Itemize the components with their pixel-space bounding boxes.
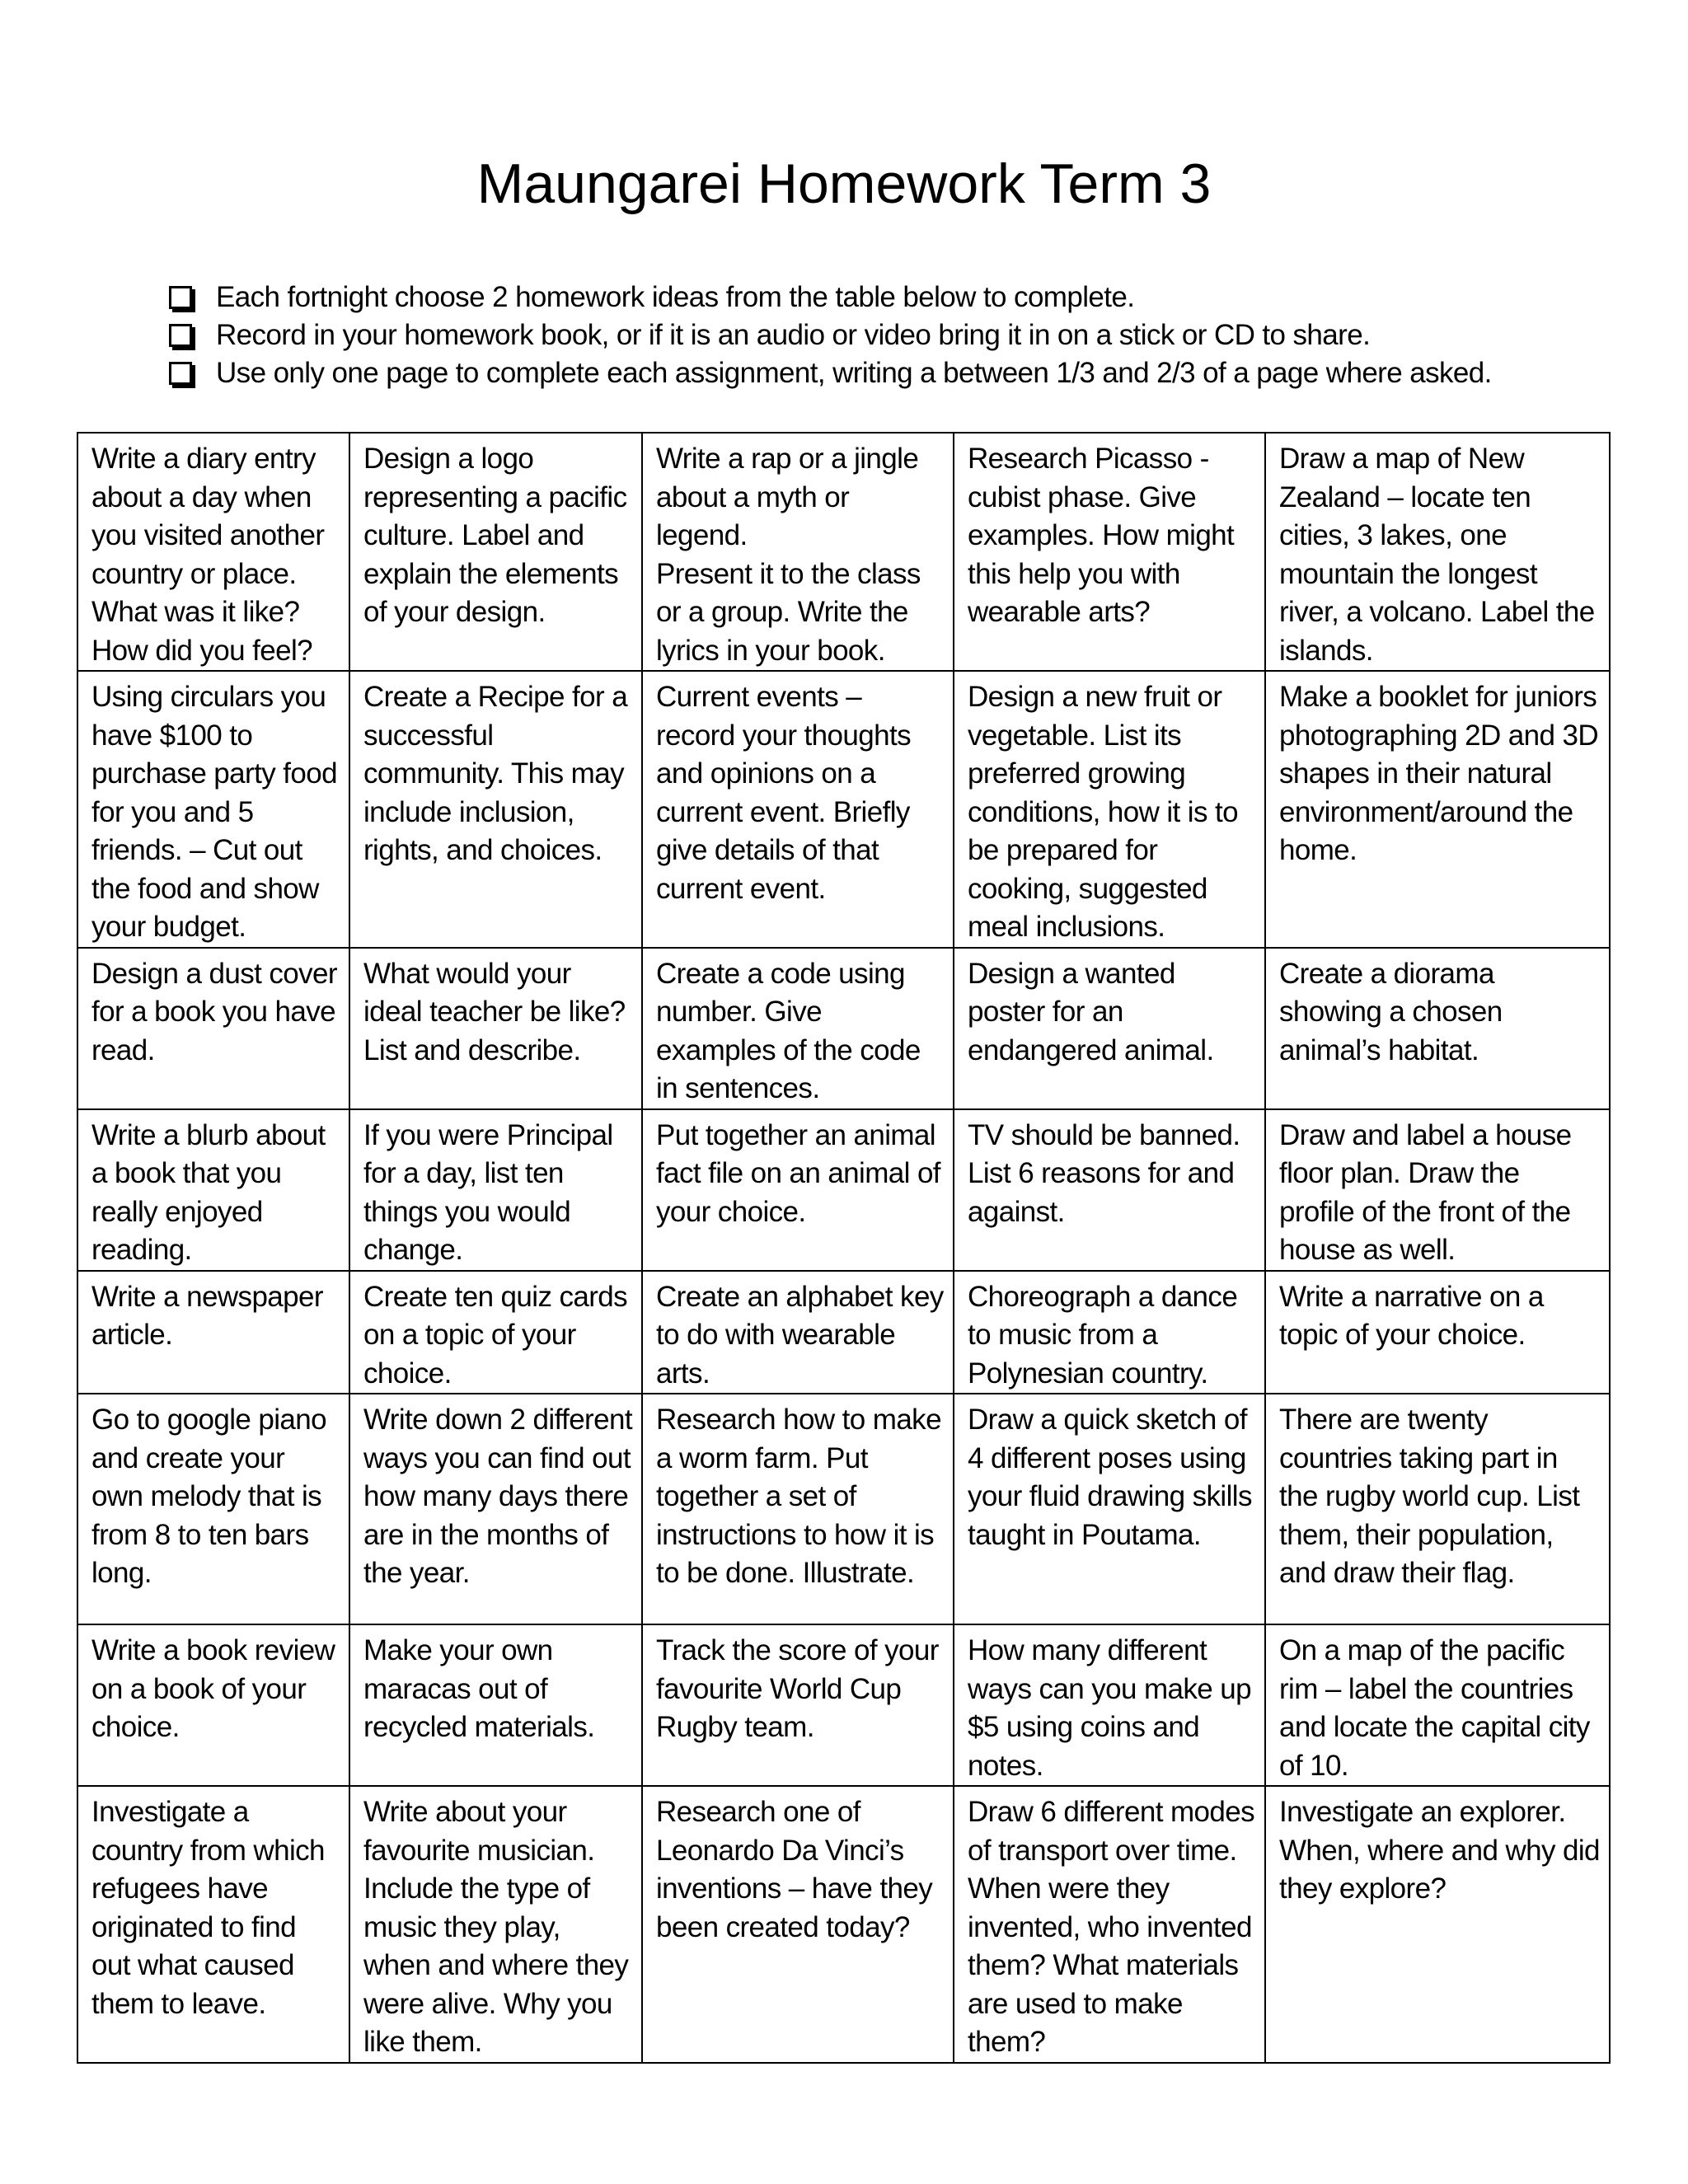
instruction-text: Record in your homework book, or if it is an audio or video bring it in on a stick or CD to share. (216, 319, 1371, 351)
instruction-text: Each fortnight choose 2 homework ideas from the table below to complete. (216, 281, 1135, 313)
homework-cell: Write about your favourite musician. Include the type of music they play, when and where they were alive. Why you like them. (349, 1786, 642, 2063)
homework-grid (77, 432, 1611, 2064)
homework-cell: Investigate a country from which refugees have originated to find out what caused them to leave. (77, 1786, 349, 2063)
homework-cell: Design a wanted poster for an endangered animal. (954, 948, 1265, 1109)
homework-cell: If you were Principal for a day, list ten things you would change. (349, 1109, 642, 1271)
homework-cell: Write a blurb about a book that you really enjoyed reading. (77, 1109, 349, 1271)
checkbox-icon (169, 324, 192, 347)
instruction-list (169, 279, 1620, 392)
homework-cell: Make a booklet for juniors photographing 2D and 3D shapes in their natural environment/around the home. (1265, 671, 1610, 948)
checkbox-icon (169, 286, 192, 309)
homework-cell: Create a code using number. Give examples of the code in sentences. (642, 948, 954, 1109)
homework-cell: Write a rap or a jingle about a myth or legend. Present it to the class or a group. Write the lyrics in your book. (642, 433, 954, 671)
table-row (77, 1786, 1610, 2063)
homework-cell: Draw 6 different modes of transport over time. When were they invented, who invented them? What materials are used to make them? (954, 1786, 1265, 2063)
homework-cell: TV should be banned. List 6 reasons for and against. (954, 1109, 1265, 1271)
homework-cell: Write a narrative on a topic of your choice. (1265, 1271, 1610, 1394)
instruction-item (169, 316, 1620, 354)
homework-cell: Using circulars you have $100 to purchase party food for you and 5 friends. – Cut out the food and show your budget. (77, 671, 349, 948)
homework-cell: Make your own maracas out of recycled materials. (349, 1624, 642, 1786)
homework-cell: Track the score of your favourite World Cup Rugby team. (642, 1624, 954, 1786)
homework-cell: Draw a map of New Zealand – locate ten cities, 3 lakes, one mountain the longest river, a volcano. Label the islands. (1265, 433, 1610, 671)
instruction-item (169, 354, 1620, 392)
homework-cell: Current events – record your thoughts and opinions on a current event. Briefly give details of that current event. (642, 671, 954, 948)
table-row (77, 1109, 1610, 1271)
homework-cell: Research Picasso - cubist phase. Give examples. How might this help you with wearable arts? (954, 433, 1265, 671)
homework-cell: Create an alphabet key to do with wearable arts. (642, 1271, 954, 1394)
table-row (77, 948, 1610, 1109)
homework-cell: Draw and label a house floor plan. Draw the profile of the front of the house as well. (1265, 1109, 1610, 1271)
homework-cell: Write a newspaper article. (77, 1271, 349, 1394)
homework-cell: Investigate an explorer. When, where and why did they explore? (1265, 1786, 1610, 2063)
checkbox-icon (169, 362, 192, 385)
homework-cell: Create ten quiz cards on a topic of your choice. (349, 1271, 642, 1394)
homework-cell: Write down 2 different ways you can find out how many days there are in the months of the year. (349, 1394, 642, 1624)
table-row (77, 1624, 1610, 1786)
page-title: Maungarei Homework Term 3 (476, 152, 1212, 215)
homework-cell: Design a new fruit or vegetable. List its preferred growing conditions, how it is to be prepared for cooking, suggested meal inclusions. (954, 671, 1265, 948)
homework-cell: Research one of Leonardo Da Vinci’s inventions – have they been created today? (642, 1786, 954, 2063)
homework-cell: Choreograph a dance to music from a Polynesian country. (954, 1271, 1265, 1394)
table-row (77, 671, 1610, 948)
table-row (77, 433, 1610, 671)
homework-cell: On a map of the pacific rim – label the countries and locate the capital city of 10. (1265, 1624, 1610, 1786)
table-row (77, 1271, 1610, 1394)
homework-cell: Design a logo representing a pacific culture. Label and explain the elements of your design. (349, 433, 642, 671)
homework-cell: Write a diary entry about a day when you visited another country or place. What was it like? How did you feel? (77, 433, 349, 671)
homework-cell: There are twenty countries taking part in the rugby world cup. List them, their population, and draw their flag. (1265, 1394, 1610, 1624)
homework-cell: Create a Recipe for a successful community. This may include inclusion, rights, and choices. (349, 671, 642, 948)
homework-cell: Go to google piano and create your own melody that is from 8 to ten bars long. (77, 1394, 349, 1624)
instruction-text: Use only one page to complete each assignment, writing a between 1/3 and 2/3 of a page where asked. (216, 357, 1492, 389)
homework-cell: Design a dust cover for a book you have read. (77, 948, 349, 1109)
homework-cell: Put together an animal fact file on an animal of your choice. (642, 1109, 954, 1271)
homework-cell: What would your ideal teacher be like? List and describe. (349, 948, 642, 1109)
homework-cell: How many different ways can you make up $5 using coins and notes. (954, 1624, 1265, 1786)
homework-cell: Create a diorama showing a chosen animal’s habitat. (1265, 948, 1610, 1109)
table-row (77, 1394, 1610, 1624)
homework-cell: Research how to make a worm farm. Put together a set of instructions to how it is to be done. Illustrate. (642, 1394, 954, 1624)
homework-cell: Write a book review on a book of your choice. (77, 1624, 349, 1786)
instruction-item (169, 279, 1620, 316)
homework-cell: Draw a quick sketch of 4 different poses using your fluid drawing skills taught in Poutama. (954, 1394, 1265, 1624)
